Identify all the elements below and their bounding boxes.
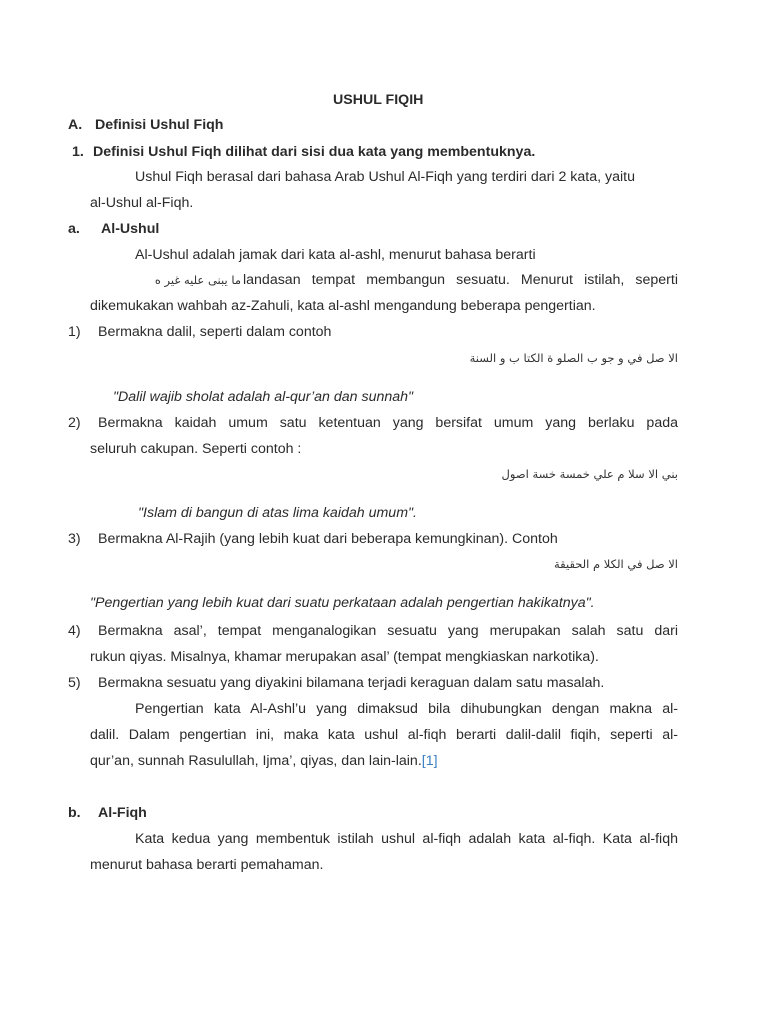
item-3-arabic: الا صل في الكلا م الحقيقة bbox=[553, 557, 678, 571]
sub-a-letter: a. bbox=[68, 221, 80, 237]
sub-a-line-3: dikemukakan wahbah az-Zahuli, kata al-ashl mengandung beberapa pengertian. bbox=[90, 298, 596, 314]
item-2-number: 2) bbox=[68, 415, 81, 431]
item-3-quote: "Pengertian yang lebih kuat dari suatu perkataan adalah pengertian hakikatnya". bbox=[90, 595, 595, 611]
closing-line-1: Pengertian kata Al-Ashl’u yang dimaksud bila dihubungkan dengan makna al- bbox=[135, 701, 678, 717]
section-a-heading: Definisi Ushul Fiqh bbox=[95, 117, 224, 133]
item-3-number: 3) bbox=[68, 531, 81, 547]
intro-line-2: al-Ushul al-Fiqh. bbox=[90, 195, 194, 211]
item-1-number: 1) bbox=[68, 324, 81, 340]
intro-line-1: Ushul Fiqh berasal dari bahasa Arab Ushul Al-Fiqh yang terdiri dari 2 kata, yaitu bbox=[135, 169, 635, 185]
closing-line-3 bbox=[90, 751, 438, 771]
item-4-number: 4) bbox=[68, 623, 81, 639]
section-a-letter: A. bbox=[68, 117, 83, 133]
item-3-text: Bermakna Al-Rajih (yang lebih kuat dari beberapa kemungkinan). Contoh bbox=[98, 531, 558, 547]
point-1-heading: Definisi Ushul Fiqh dilihat dari sisi dua kata yang membentuknya. bbox=[93, 144, 536, 160]
sub-a-line-1: Al-Ushul adalah jamak dari kata al-ashl, menurut bahasa berarti bbox=[135, 247, 536, 263]
footnote-link[interactable]: [1] bbox=[421, 753, 438, 769]
item-1-arabic: الا صل في و جو ب الصلو ة الكتا ب و السنة bbox=[469, 351, 678, 365]
sub-b-line-1: Kata kedua yang membentuk istilah ushul al-fiqh adalah kata al-fiqh. Kata al-fiqh bbox=[135, 831, 678, 847]
sub-b-line-2: menurut bahasa berarti pemahaman. bbox=[90, 857, 324, 873]
sub-a-heading: Al-Ushul bbox=[101, 221, 160, 237]
item-2-text-1: Bermakna kaidah umum satu ketentuan yang bersifat umum yang berlaku pada bbox=[98, 415, 678, 431]
page-title: USHUL FIQIH bbox=[333, 92, 424, 108]
item-5-number: 5) bbox=[68, 675, 81, 691]
item-2-text-2: seluruh cakupan. Seperti contoh : bbox=[90, 441, 302, 457]
item-4-text-1: Bermakna asal’, tempat menganalogikan sesuatu yang merupakan salah satu dari bbox=[98, 623, 678, 639]
sub-a-line-2: landasan tempat membangun sesuatu. Menurut istilah, seperti bbox=[243, 272, 678, 288]
item-5-text: Bermakna sesuatu yang diyakini bilamana terjadi keraguan dalam satu masalah. bbox=[98, 675, 605, 691]
sub-a-arabic: ما يبنى عليه غير ه bbox=[154, 273, 241, 287]
item-1-quote: "Dalil wajib sholat adalah al-qur’an dan sunnah" bbox=[113, 389, 414, 405]
point-1-number: 1. bbox=[72, 144, 84, 160]
closing-line-2: dalil. Dalam pengertian ini, maka kata ushul al-fiqh berarti dalil-dalil fiqih, seperti al- bbox=[90, 727, 678, 743]
sub-b-heading: Al-Fiqh bbox=[98, 805, 147, 821]
item-1-text: Bermakna dalil, seperti dalam contoh bbox=[98, 324, 332, 340]
sub-b-letter: b. bbox=[68, 805, 81, 821]
item-2-arabic: بني الا سلا م علي خمسة خسة اصول bbox=[501, 467, 678, 481]
closing-line-3-text: qur’an, sunnah Rasulullah, Ijma’, qiyas, dan lain-lain. bbox=[90, 753, 422, 769]
item-4-text-2: rukun qiyas. Misalnya, khamar merupakan asal’ (tempat mengkiaskan narkotika). bbox=[90, 649, 599, 665]
item-2-quote: "Islam di bangun di atas lima kaidah umum". bbox=[138, 505, 417, 521]
